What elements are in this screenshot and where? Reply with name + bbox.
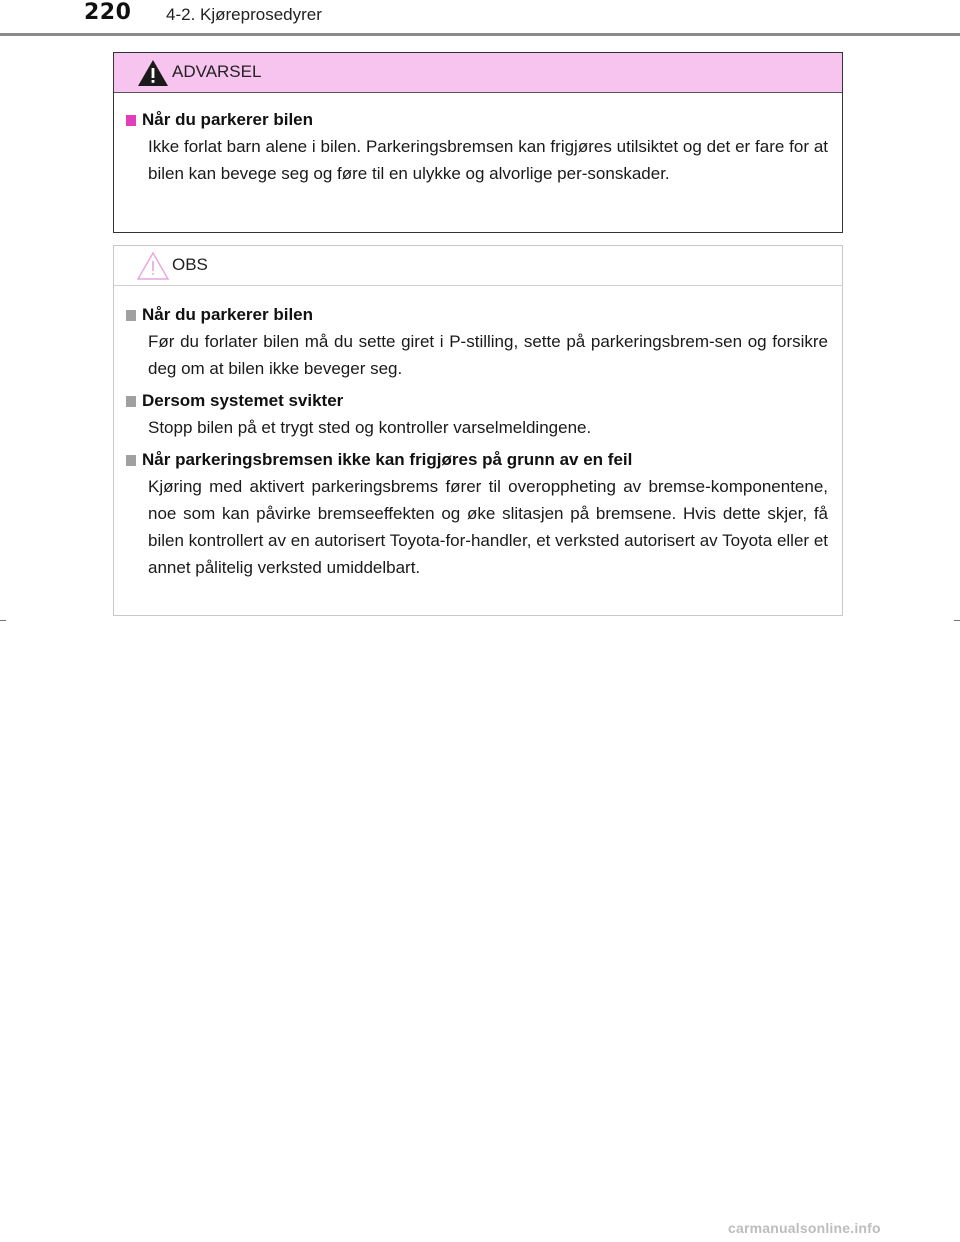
- warning-box: [113, 52, 843, 233]
- notice-item: [126, 447, 828, 581]
- footer-watermark: carmanualsonline.info: [728, 1220, 881, 1236]
- warning-item-text: Ikke forlat barn alene i bilen. Parkeringsbremsen kan frigjøres utilsiktet og det er fare for at bilen kan bevege seg og føre til en ulykke og alvorlige per-sonskader.: [148, 137, 828, 183]
- crop-mark-right: [954, 620, 960, 621]
- warning-box-body: [114, 93, 842, 187]
- square-bullet-icon: [126, 455, 136, 466]
- square-bullet-icon: [126, 115, 136, 126]
- header-rule: [0, 33, 960, 36]
- warning-item-title: [126, 107, 828, 133]
- warning-triangle-icon: [136, 58, 170, 88]
- notice-box: [113, 245, 843, 616]
- notice-item-text: Stopp bilen på et trygt sted og kontroller varselmeldingene.: [148, 418, 592, 437]
- notice-item-title-text: Når parkeringsbremsen ikke kan frigjøres på grunn av en feil: [142, 450, 633, 469]
- notice-item-title: [126, 388, 828, 414]
- notice-item: [126, 388, 828, 441]
- notice-item-title: [126, 447, 828, 473]
- warning-item: [126, 107, 828, 187]
- warning-box-label: ADVARSEL: [172, 62, 262, 81]
- notice-item-text: Før du forlater bilen må du sette giret i P-stilling, sette på parkeringsbrem-sen og forsikre deg om at bilen ikke beveger seg.: [148, 332, 828, 378]
- warning-box-header: [114, 53, 842, 93]
- page-number: 220: [84, 0, 132, 25]
- notice-item-title-text: Når du parkerer bilen: [142, 305, 314, 324]
- warning-item-title-text: Når du parkerer bilen: [142, 110, 314, 129]
- notice-item-title-text: Dersom systemet svikter: [142, 391, 344, 410]
- notice-item-text: Kjøring med aktivert parkeringsbrems fører til overoppheting av bremse-komponentene, noe som kan påvirke bremseeffekten og øke slitasjen på bremsene. Hvis dette skjer, få bilen kontrollert av en autorisert Toyota-for-handler, et verksted autorisert av Toyota eller et annet pålitelig verksted umiddelbart.: [148, 477, 828, 577]
- section-title: 4-2. Kjøreprosedyrer: [166, 5, 322, 24]
- page-header: [0, 0, 960, 36]
- notice-box-body: [114, 286, 842, 581]
- square-bullet-icon: [126, 396, 136, 407]
- crop-mark-left: [0, 620, 6, 621]
- notice-item: [126, 302, 828, 382]
- caution-triangle-outline-icon: [136, 251, 170, 281]
- square-bullet-icon: [126, 310, 136, 321]
- notice-item-title: [126, 302, 828, 328]
- notice-box-label: OBS: [172, 255, 208, 274]
- notice-box-header: [114, 246, 842, 286]
